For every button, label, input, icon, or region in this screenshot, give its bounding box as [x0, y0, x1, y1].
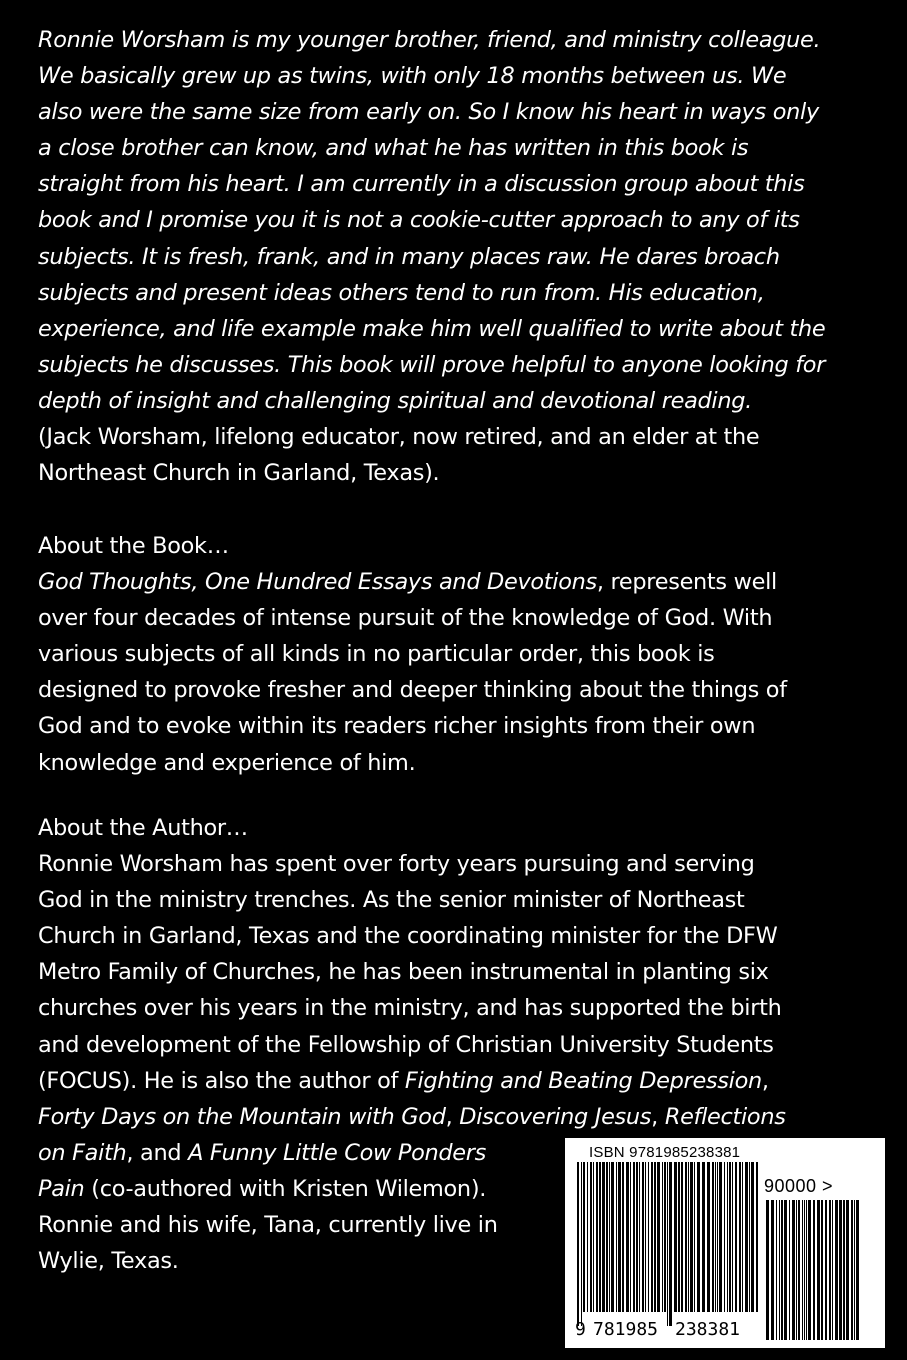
about-author-line: Ronnie Worsham has spent over forty years pursuing and serving — [38, 851, 755, 878]
barcode-bar — [724, 1162, 725, 1312]
quote-line: experience, and life example make him well qualified to write about the — [38, 315, 826, 342]
barcode-bar — [756, 1162, 758, 1312]
author-text: (co-authored with Kristen Wilemon). — [84, 1175, 487, 1202]
barcode-bar — [688, 1162, 689, 1312]
barcode-bar — [727, 1162, 728, 1312]
about-book-line: God and to evoke within its readers richer insights from their own — [38, 713, 756, 740]
barcode-bar — [719, 1162, 722, 1312]
barcode-bar — [789, 1200, 790, 1340]
about-book-line — [38, 564, 868, 600]
barcode-bar — [577, 1162, 579, 1326]
barcode-bar — [792, 1200, 795, 1340]
attribution-line: Northeast Church in Garland, Texas). — [38, 460, 440, 487]
barcode-bar — [642, 1162, 644, 1312]
barcode-bar — [854, 1200, 855, 1340]
barcode-bar — [735, 1162, 737, 1312]
barcode-bar — [657, 1162, 660, 1312]
barcode-bar — [749, 1162, 750, 1312]
barcode-bar — [618, 1162, 621, 1312]
barcode-bar — [599, 1162, 601, 1312]
barcode-bar — [846, 1200, 849, 1340]
price-code: 90000 > — [764, 1176, 834, 1196]
about-book-line: various subjects of all kinds in no particular order, this book is — [38, 641, 715, 668]
quote-line: also were the same size from early on. So I know his heart in ways only — [38, 99, 819, 126]
attribution-line: (Jack Worsham, lifelong educator, now retired, and an elder at the — [38, 424, 760, 451]
barcode-bar — [739, 1162, 741, 1312]
barcode-bar — [685, 1162, 687, 1312]
barcode-bar — [779, 1200, 780, 1340]
book-title: Forty Days on the Mountain with God — [38, 1103, 446, 1130]
quote-line: subjects and present ideas others tend to run from. His education, — [38, 279, 765, 306]
about-author-line — [38, 1099, 868, 1135]
about-author-heading: About the Author… — [38, 815, 248, 841]
barcode-bar — [835, 1200, 838, 1340]
barcode-bar — [766, 1200, 769, 1340]
quote-line: subjects. It is fresh, frank, and in many places raw. He dares broach — [38, 243, 780, 270]
barcode-bar — [626, 1162, 629, 1312]
barcode-bar — [771, 1200, 774, 1340]
about-author-line: Metro Family of Churches, he has been instrumental in planting six — [38, 959, 769, 986]
quote-line: We basically grew up as twins, with only 18 months between us. We — [38, 63, 787, 90]
barcode-bar — [664, 1162, 666, 1312]
author-text: (FOCUS). He is also the author of — [38, 1067, 405, 1094]
barcode-bar — [590, 1162, 592, 1312]
barcode-bar — [667, 1162, 668, 1326]
barcode-bar — [593, 1162, 594, 1312]
endorsement — [38, 22, 868, 491]
book-title: A Funny Little Cow Ponders — [188, 1139, 487, 1166]
barcode-bar — [839, 1200, 842, 1340]
ean-first-digit: 9 — [575, 1319, 586, 1340]
barcode-bar — [745, 1162, 748, 1312]
quote-line: depth of insight and challenging spiritual and devotional reading. — [38, 387, 752, 414]
book-title: God Thoughts, One Hundred Essays and Devotions — [38, 569, 597, 596]
barcode-bar — [856, 1200, 859, 1340]
about-author-line: God in the ministry trenches. As the senior minister of Northeast — [38, 887, 745, 914]
barcode-bar — [639, 1162, 640, 1312]
barcode-bar — [776, 1200, 777, 1340]
author-text: , — [445, 1103, 460, 1130]
ean-digit-group: 781985 — [593, 1319, 659, 1340]
barcode-bar — [715, 1162, 716, 1312]
barcode-bar — [581, 1162, 582, 1326]
barcode-bar — [622, 1162, 624, 1312]
barcode-bar — [813, 1200, 815, 1340]
barcode-bar — [611, 1162, 614, 1312]
about-author-line — [38, 1135, 558, 1171]
about-author-line: Wylie, Texas. — [38, 1248, 179, 1275]
barcode-bar — [681, 1162, 683, 1312]
barcode-bar — [712, 1162, 714, 1312]
isbn-label: ISBN 9781985238381 — [589, 1144, 741, 1161]
barcode-bar — [606, 1162, 608, 1312]
barcode-bar — [729, 1162, 731, 1312]
barcode-bar — [821, 1200, 823, 1340]
barcode-bar — [674, 1162, 677, 1312]
barcode-bar — [784, 1200, 787, 1340]
ean-digit-group: 238381 — [675, 1319, 741, 1340]
barcode-bar — [808, 1200, 811, 1340]
barcode-bar — [851, 1200, 853, 1340]
barcode-bar — [630, 1162, 631, 1312]
barcode-bar — [742, 1162, 743, 1312]
quote-line: Ronnie Worsham is my younger brother, friend, and ministry colleague. — [38, 27, 821, 53]
quote-line: book and I promise you it is not a cookie-cutter approach to any of its — [38, 207, 800, 234]
about-book-heading: About the Book… — [38, 533, 229, 559]
barcode-bar — [781, 1200, 783, 1340]
about-book-line: knowledge and experience of him. — [38, 749, 416, 776]
barcode-bar — [690, 1162, 693, 1312]
barcode-bar — [633, 1162, 635, 1312]
about-author-line: and development of the Fellowship of Christian University Students — [38, 1031, 774, 1058]
barcode-bar — [832, 1200, 833, 1340]
isbn-barcode — [565, 1138, 885, 1348]
barcode-bar — [717, 1162, 718, 1312]
barcode-bar — [843, 1200, 845, 1340]
barcode-bar — [829, 1200, 831, 1340]
about-book-text: , represents well — [596, 569, 777, 596]
barcode-bar — [707, 1162, 710, 1312]
book-title: on Faith — [38, 1139, 127, 1166]
ean-barcode-bars — [575, 1162, 761, 1326]
about-book-line: over four decades of intense pursuit of the knowledge of God. With — [38, 605, 773, 632]
about-author-line — [38, 1171, 558, 1207]
barcode-bar — [825, 1200, 827, 1340]
barcode-bar — [669, 1162, 672, 1326]
book-title: Fighting and Beating Depression — [404, 1067, 762, 1094]
barcode-bar — [651, 1162, 653, 1312]
barcode-bar — [796, 1200, 797, 1340]
about-author-line: Church in Garland, Texas and the coordinating minister for the DFW — [38, 923, 778, 950]
barcode-bar — [732, 1162, 733, 1312]
quote-line: subjects he discusses. This book will prove helpful to anyone looking for — [38, 351, 826, 378]
author-text: , — [651, 1103, 665, 1130]
price-barcode-bars — [764, 1200, 859, 1340]
barcode-bar — [751, 1162, 754, 1312]
barcode-bar — [694, 1162, 695, 1312]
about-book-line: designed to provoke fresher and deeper thinking about the things of — [38, 677, 787, 704]
barcode-bar — [817, 1200, 820, 1340]
book-title: Discovering Jesus — [459, 1103, 652, 1130]
barcode-bar — [645, 1162, 646, 1312]
author-text: , and — [126, 1139, 189, 1166]
barcode-bar — [609, 1162, 610, 1312]
about-author-line: churches over his years in the ministry, and has supported the birth — [38, 995, 782, 1022]
about-book-section — [38, 528, 868, 781]
barcode-bar — [616, 1162, 617, 1312]
barcode-bar — [702, 1162, 705, 1312]
barcode-bar — [662, 1162, 663, 1312]
barcode-bar — [678, 1162, 680, 1312]
book-title: Pain — [38, 1175, 85, 1202]
quote-line: straight from his heart. I am currently in a discussion group about this — [38, 171, 805, 198]
about-author-line: Ronnie and his wife, Tana, currently live in — [38, 1212, 498, 1239]
barcode-bar — [583, 1162, 585, 1312]
barcode-bar — [648, 1162, 649, 1312]
book-title: Reflections — [664, 1103, 786, 1130]
barcode-bar — [798, 1200, 800, 1340]
barcode-bar — [806, 1200, 807, 1340]
barcode-bar — [802, 1200, 803, 1340]
barcode-bar — [654, 1162, 656, 1312]
barcode-bar — [697, 1162, 700, 1312]
quote-line: a close brother can know, and what he has written in this book is — [38, 135, 749, 162]
barcode-bar — [596, 1162, 598, 1312]
about-author-line — [38, 1063, 868, 1099]
barcode-bar — [587, 1162, 588, 1312]
barcode-bar — [602, 1162, 605, 1312]
author-text: , — [761, 1067, 769, 1094]
barcode-bar — [636, 1162, 638, 1312]
barcode-bar — [804, 1200, 805, 1340]
